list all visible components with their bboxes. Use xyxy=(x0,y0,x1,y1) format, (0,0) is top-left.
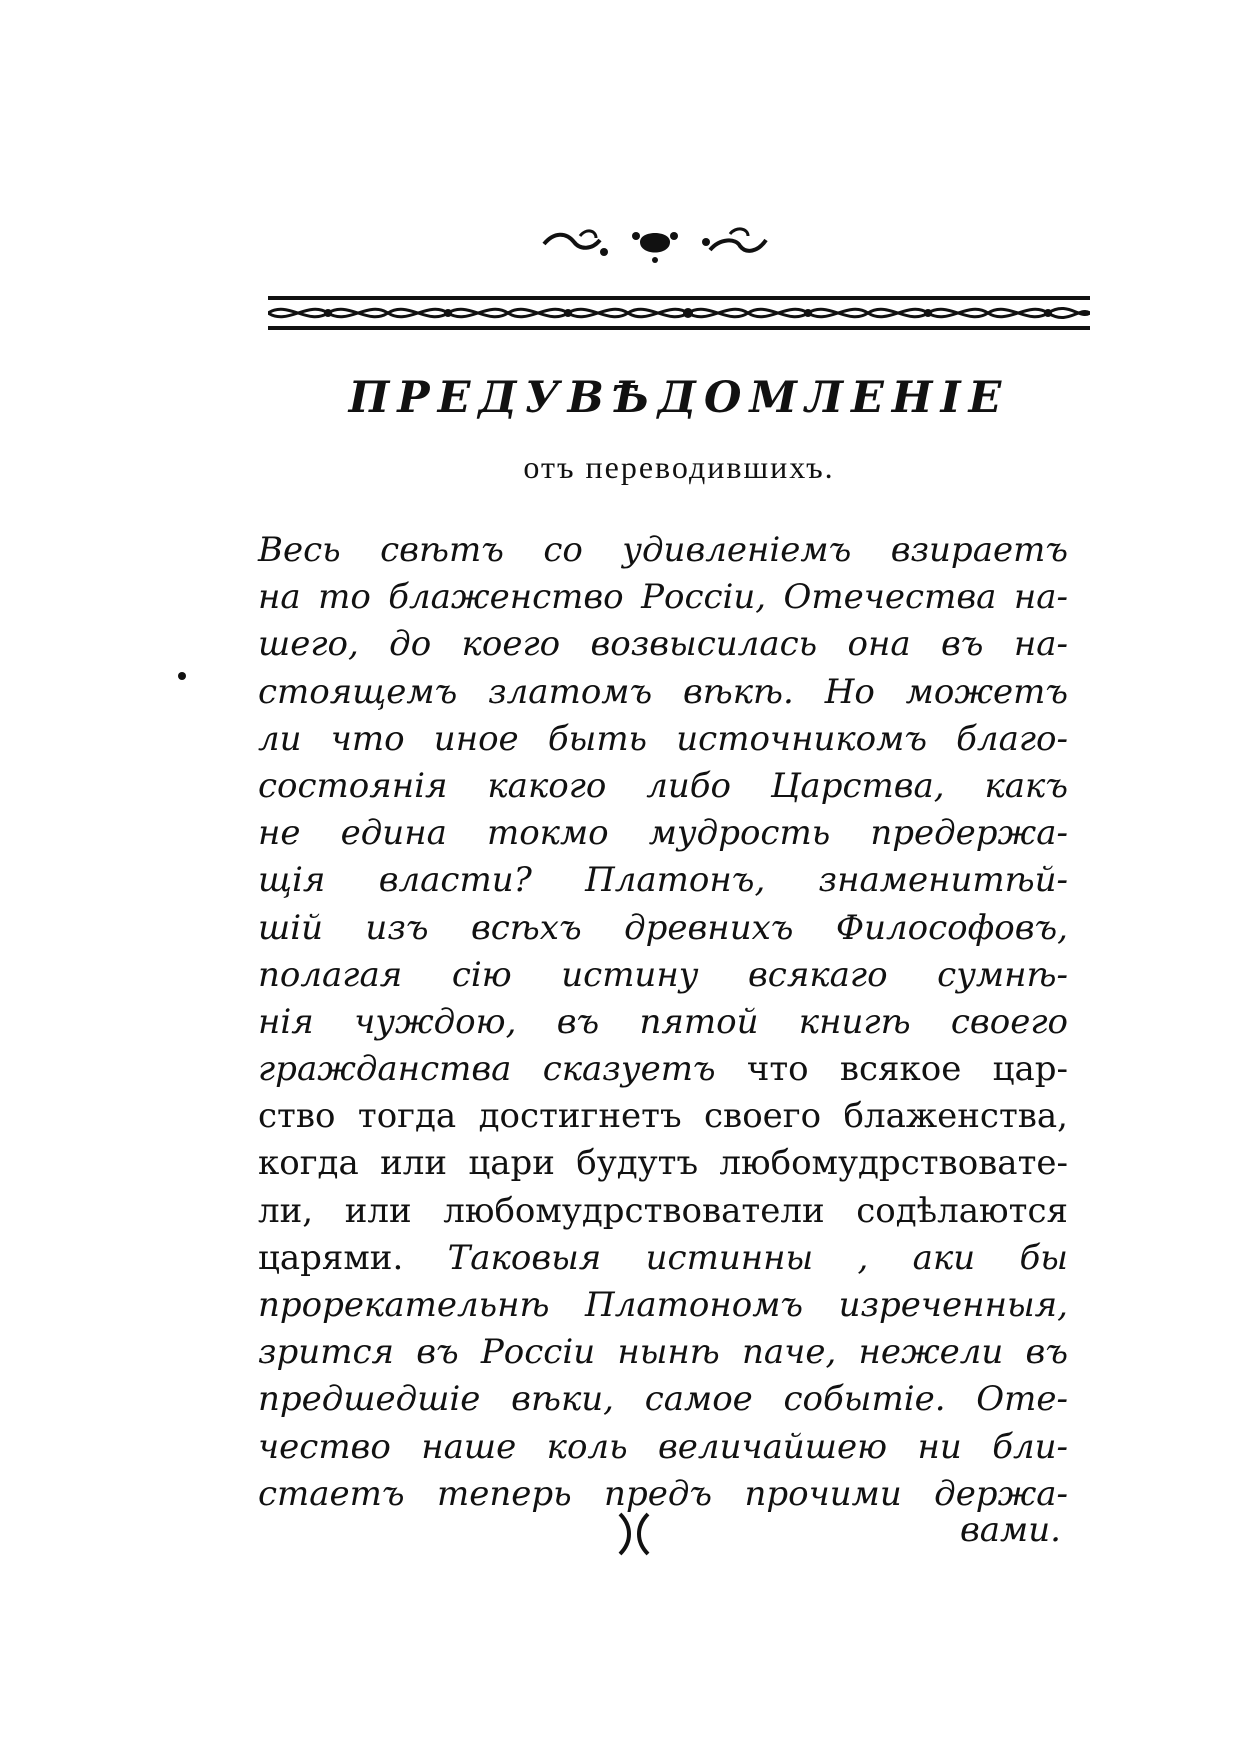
word: древнихъ xyxy=(624,907,794,948)
word: то xyxy=(318,577,371,618)
word: всякаго xyxy=(748,954,888,995)
word: полагая xyxy=(258,954,403,995)
word: коль xyxy=(546,1426,628,1467)
word: царями. xyxy=(258,1237,404,1278)
word: аки xyxy=(912,1237,976,1278)
word: удивленіемъ xyxy=(622,530,852,570)
word: либо xyxy=(646,765,731,806)
text-line xyxy=(258,1332,1068,1379)
word: Философовъ, xyxy=(835,907,1068,948)
word: Царства, xyxy=(770,765,945,806)
word: бли- xyxy=(992,1426,1068,1467)
word: на xyxy=(258,577,301,618)
word: токмо xyxy=(486,813,609,854)
word: со xyxy=(543,530,583,570)
word: быть xyxy=(547,718,648,759)
word: благо- xyxy=(956,718,1068,759)
word: своего xyxy=(704,1096,822,1137)
word: всѣхъ xyxy=(470,907,582,948)
catchword: вами. xyxy=(960,1510,1061,1550)
word: держа- xyxy=(934,1473,1068,1514)
text-line xyxy=(258,1238,1068,1285)
word: шій xyxy=(258,907,323,948)
word: величайшею xyxy=(658,1426,888,1467)
word: будутъ xyxy=(576,1143,699,1184)
word: или xyxy=(344,1190,412,1231)
word: истину xyxy=(561,954,699,995)
word: блаженства, xyxy=(843,1096,1068,1137)
word: сумнѣ- xyxy=(937,954,1068,995)
word: книгѣ xyxy=(798,1001,911,1042)
word: власти? xyxy=(378,860,532,901)
word: Россіи, xyxy=(641,577,767,618)
word: златомъ xyxy=(488,671,653,712)
word: пятой xyxy=(639,1001,759,1042)
word: изъ xyxy=(365,907,429,948)
word: цари xyxy=(468,1143,555,1184)
text-line xyxy=(258,813,1068,860)
text-line xyxy=(258,624,1068,671)
word: Таковыя xyxy=(447,1237,602,1278)
text-line xyxy=(258,1474,1068,1521)
word: истинны xyxy=(645,1237,814,1278)
word: прорекательнѣ xyxy=(258,1285,550,1325)
word: до xyxy=(389,624,432,665)
text-line xyxy=(258,860,1068,907)
word: своего xyxy=(950,1001,1068,1042)
text-line xyxy=(258,1285,1068,1332)
word: достигнетъ xyxy=(478,1096,682,1137)
word: предшедшіе xyxy=(258,1379,481,1420)
text-line xyxy=(258,1191,1068,1238)
word: коего xyxy=(461,624,561,665)
decorative-border-band xyxy=(268,296,1090,330)
word: на- xyxy=(1013,577,1068,618)
word: Оте- xyxy=(976,1379,1068,1420)
word: едина xyxy=(340,813,447,854)
word: состоянія xyxy=(258,765,448,806)
word: можетъ xyxy=(905,671,1068,712)
word: гражданства xyxy=(258,1049,512,1090)
text-line xyxy=(258,1379,1068,1426)
word: въ xyxy=(556,1001,600,1042)
word: мудрость xyxy=(648,813,831,854)
word: прочими xyxy=(744,1473,902,1514)
word: Отечества xyxy=(783,577,997,618)
word: вѣкѣ. xyxy=(682,671,794,712)
word: стоящемъ xyxy=(258,671,458,712)
word: или xyxy=(380,1143,447,1184)
word: на- xyxy=(1013,624,1068,665)
text-line xyxy=(258,766,1068,813)
word: свѣтъ xyxy=(380,530,504,570)
page-subtitle: отъ переводившихъ. xyxy=(523,449,835,485)
word: нія xyxy=(258,1001,314,1042)
top-flourish-ornament xyxy=(540,222,770,266)
text-line xyxy=(258,530,1068,577)
word: паче, xyxy=(742,1332,837,1373)
word: предъ xyxy=(604,1473,713,1514)
text-line xyxy=(258,1427,1068,1474)
word: цар- xyxy=(992,1049,1068,1090)
word: зрится xyxy=(258,1332,394,1373)
word: самое xyxy=(644,1379,753,1420)
text-line xyxy=(258,1049,1068,1096)
text-line xyxy=(258,908,1068,955)
word: нынѣ xyxy=(617,1332,720,1373)
word: ли xyxy=(258,718,302,759)
word: событіе. xyxy=(783,1379,946,1420)
word: любомудрствовате- xyxy=(719,1143,1068,1184)
word: чество xyxy=(258,1426,391,1467)
word: изреченныя, xyxy=(838,1285,1068,1325)
text-line xyxy=(258,577,1068,624)
signature-mark-x xyxy=(614,1510,654,1558)
word: Платономъ xyxy=(585,1285,804,1325)
word: взираетъ xyxy=(890,530,1068,570)
text-line xyxy=(258,1143,1068,1190)
word: возвысилась xyxy=(590,624,818,665)
word: какъ xyxy=(984,765,1068,806)
word: блаженство xyxy=(388,577,624,618)
word: наше xyxy=(421,1426,517,1467)
word: тогда xyxy=(357,1096,457,1137)
word: Платонъ, xyxy=(585,860,766,901)
word: сію xyxy=(451,954,512,995)
text-line xyxy=(258,672,1068,719)
text-line xyxy=(258,719,1068,766)
word: что xyxy=(746,1049,809,1090)
word: не xyxy=(258,813,301,854)
body-text xyxy=(258,530,1068,1521)
word: всякое xyxy=(839,1049,962,1090)
word: теперь xyxy=(436,1473,572,1514)
word: нежели xyxy=(858,1332,1004,1373)
text-line xyxy=(258,1096,1068,1143)
word: Россіи xyxy=(480,1332,596,1373)
word: ни xyxy=(917,1426,962,1467)
word: въ xyxy=(941,624,984,665)
word: Весь xyxy=(258,530,341,570)
word: какого xyxy=(487,765,607,806)
word: шего, xyxy=(258,624,359,665)
word: предержа- xyxy=(870,813,1068,854)
word: бы xyxy=(1019,1237,1068,1278)
word: ство xyxy=(258,1096,336,1137)
word: что xyxy=(330,718,405,759)
word: содѣлаются xyxy=(856,1190,1068,1231)
word: чуждою, xyxy=(354,1001,517,1042)
word: вѣки, xyxy=(511,1379,614,1420)
word: въ xyxy=(1025,1332,1068,1373)
ink-speck xyxy=(178,672,186,680)
word: она xyxy=(847,624,911,665)
page-title: ПРЕДУВѢДОМЛЕНІЕ xyxy=(348,373,1010,423)
word: когда xyxy=(258,1143,359,1184)
word: иное xyxy=(433,718,519,759)
word: Но xyxy=(824,671,875,712)
text-line xyxy=(258,1002,1068,1049)
word: , xyxy=(857,1237,869,1278)
word: въ xyxy=(416,1332,459,1373)
word: сказуетъ xyxy=(542,1049,716,1090)
word: источникомъ xyxy=(676,718,927,759)
word: стаетъ xyxy=(258,1473,405,1514)
word: щія xyxy=(258,860,326,901)
word: любомудрствователи xyxy=(443,1190,825,1231)
word: знаменитѣй- xyxy=(818,860,1068,901)
word: ли, xyxy=(258,1190,314,1231)
text-line xyxy=(258,955,1068,1002)
